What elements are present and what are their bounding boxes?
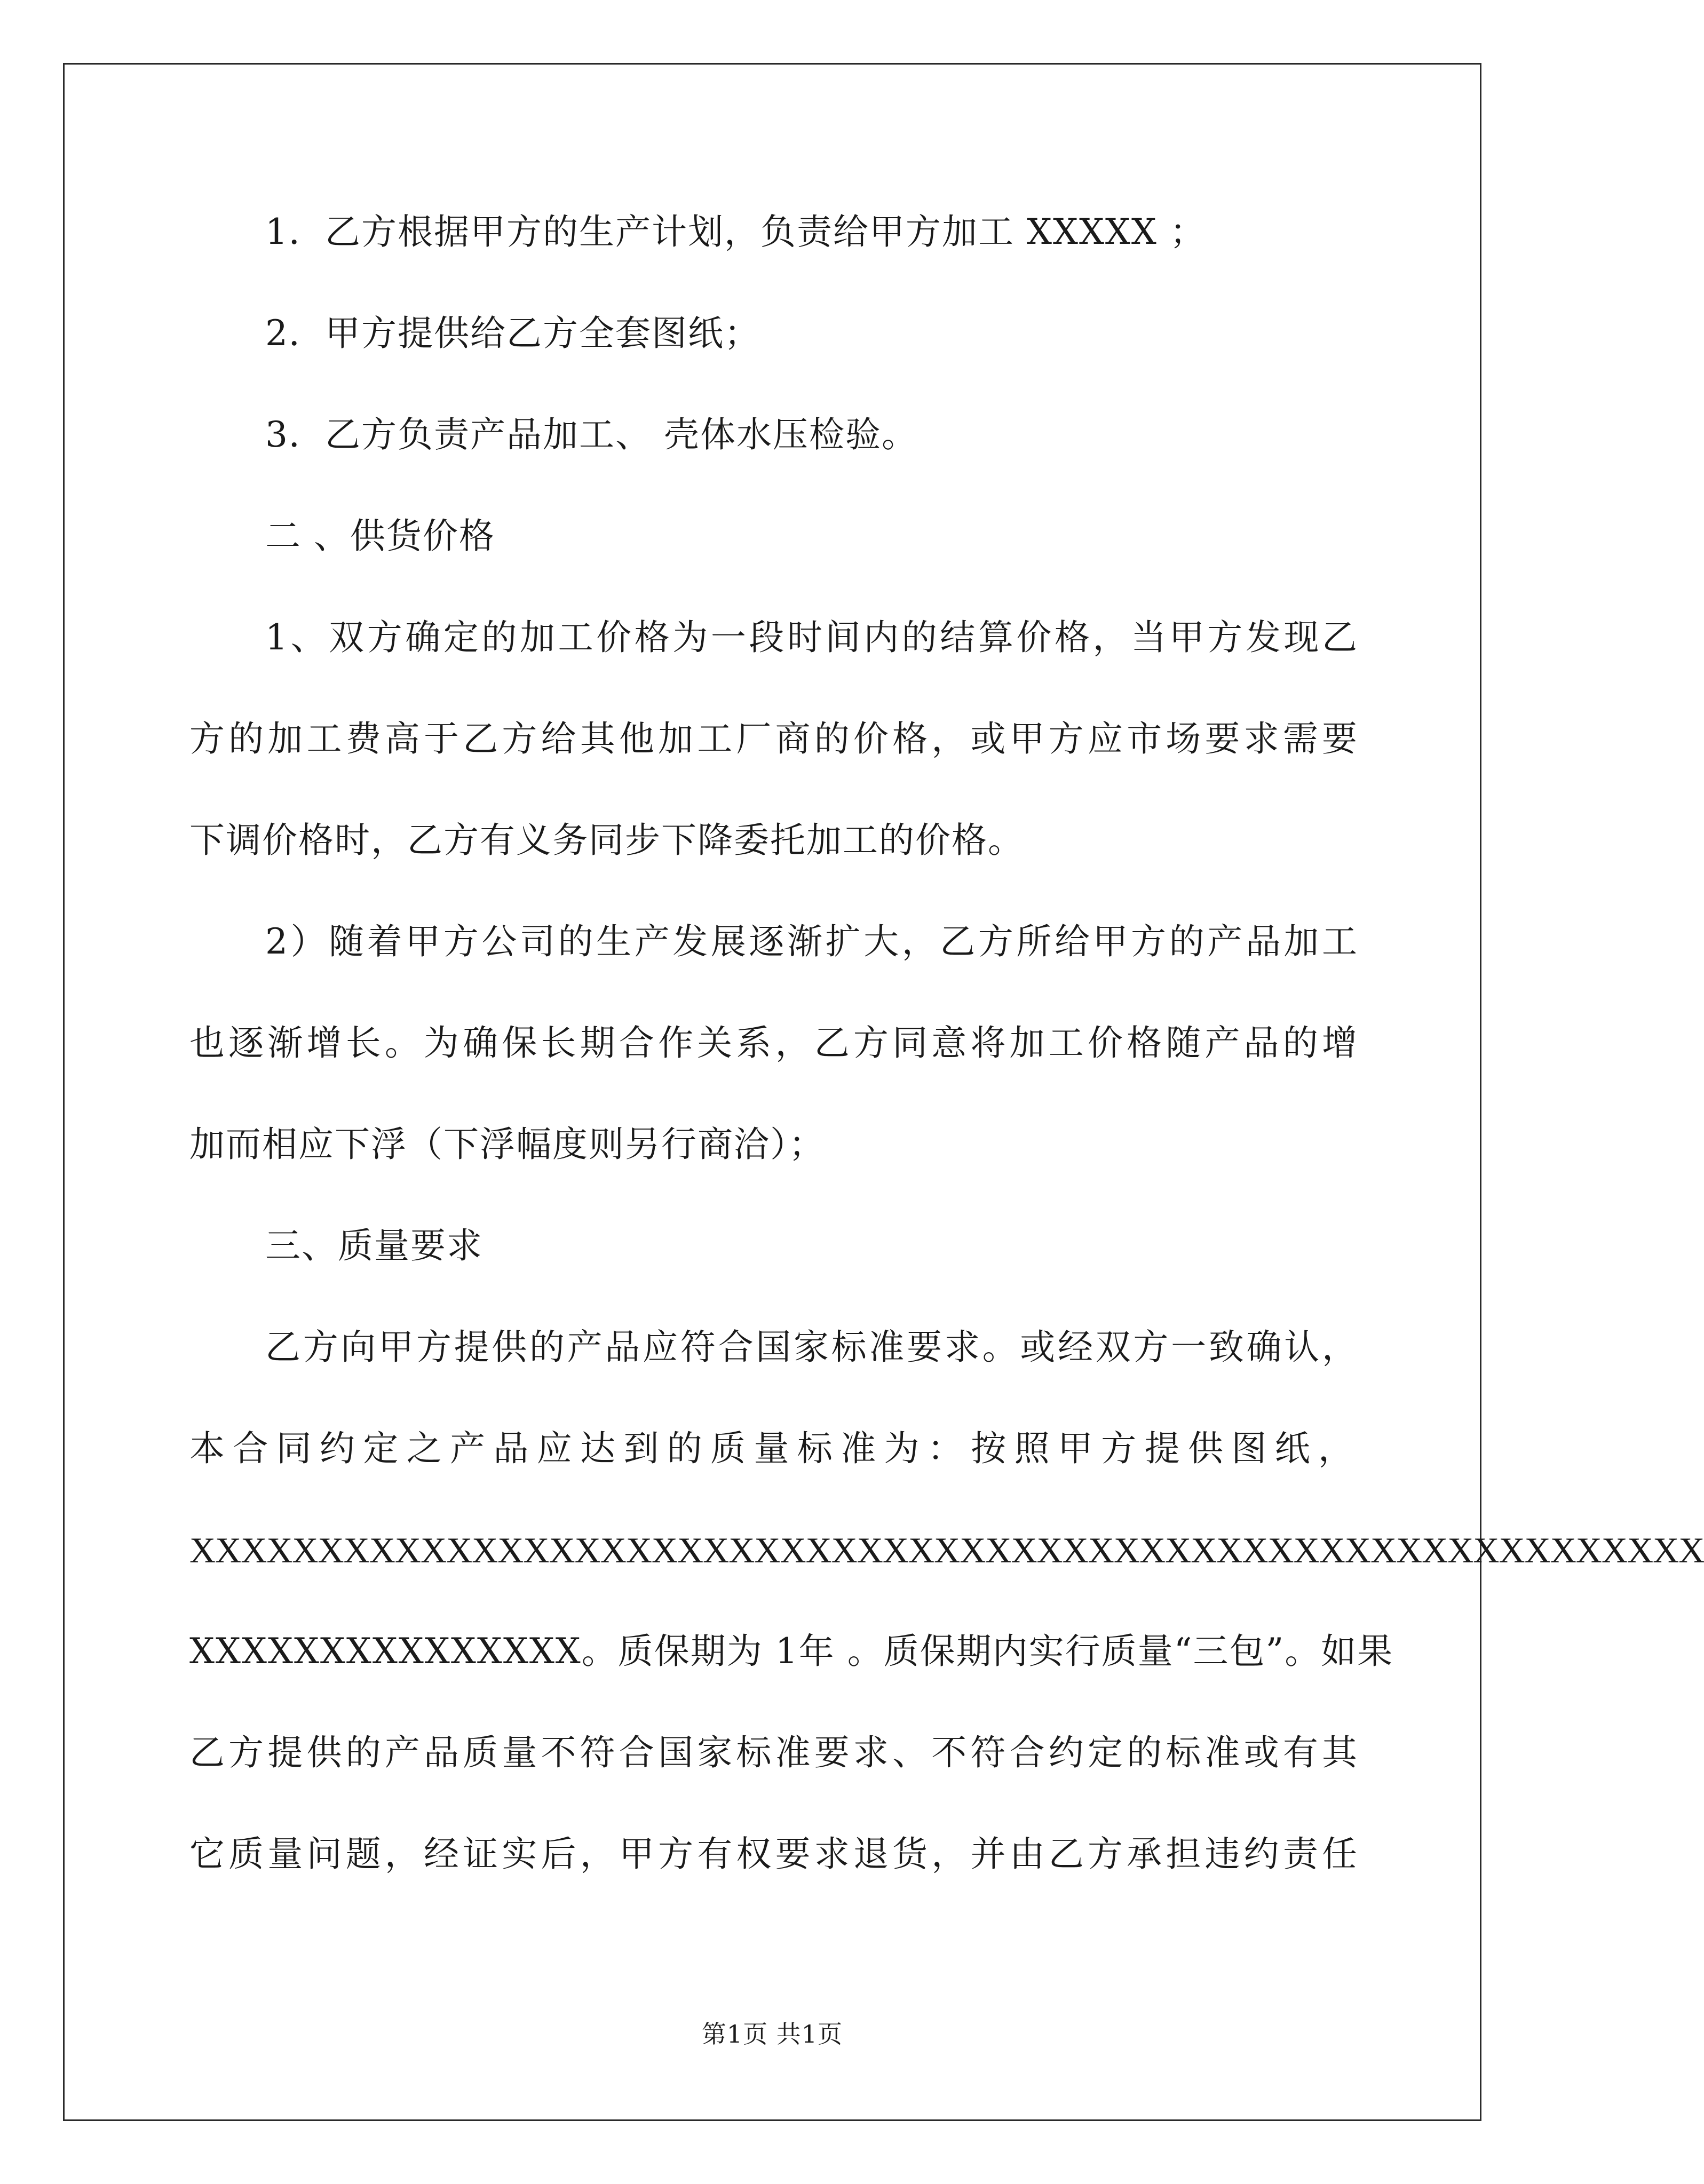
paragraph-line: 乙方提供的产品质量不符合国家标准要求、不符合约定的标准或有其 (189, 1732, 1358, 1773)
paragraph-line: 3．乙方负责产品加工、 壳体水压检验。 (265, 414, 918, 455)
paragraph-line: 它质量问题，经证实后，甲方有权要求退货，并由乙方承担违约责任 (189, 1833, 1358, 1875)
page-frame (63, 63, 1704, 2121)
paragraph-line: 2．甲方提供给乙方全套图纸； (265, 313, 760, 354)
section-heading: 三、质量要求 (265, 1225, 483, 1266)
paragraph-line: 乙方向甲方提供的产品应符合国家标准要求。或经双方一致确认， (265, 1327, 1358, 1368)
paragraph-line: 2）随着甲方公司的生产发展逐渐扩大，乙方所给甲方的产品加工 (265, 921, 1358, 962)
paragraph-line: 加而相应下浮（下浮幅度则另行商洽）； (189, 1124, 825, 1165)
paragraph-line: 方的加工费高于乙方给其他加工厂商的价格，或甲方应市场要求需要 (189, 718, 1358, 759)
section-heading: 二 、供货价格 (265, 515, 495, 557)
paragraph-line: 下调价格时，乙方有义务同步下降委托加工的价格。 (189, 820, 1024, 861)
paragraph-line: 1、双方确定的加工价格为一段时间内的结算价格，当甲方发现乙 (265, 617, 1358, 658)
paragraph-line: 也逐渐增长。为确保长期合作关系，乙方同意将加工价格随产品的增 (189, 1022, 1358, 1063)
paragraph-line: 1．乙方根据甲方的生产计划，负责给甲方加工 XXXXX ； (265, 211, 1206, 252)
paragraph-line: XXXXXXXXXXXXXXX。质保期为 1年 。质保期内实行质量“三包”。如果 (189, 1631, 1394, 1672)
paragraph-line: XXXXXXXXXXXXXXXXXXXXXXXXXXXXXXXXXXXXXXXXXXXXXXXXXXXXXXXXXXX (189, 1530, 1704, 1570)
page-footer: 第1页 共1页 (701, 2020, 843, 2048)
paragraph-line: 本合同约定之产品应达到的质量标准为：按照甲方提供图纸， (189, 1428, 1358, 1469)
